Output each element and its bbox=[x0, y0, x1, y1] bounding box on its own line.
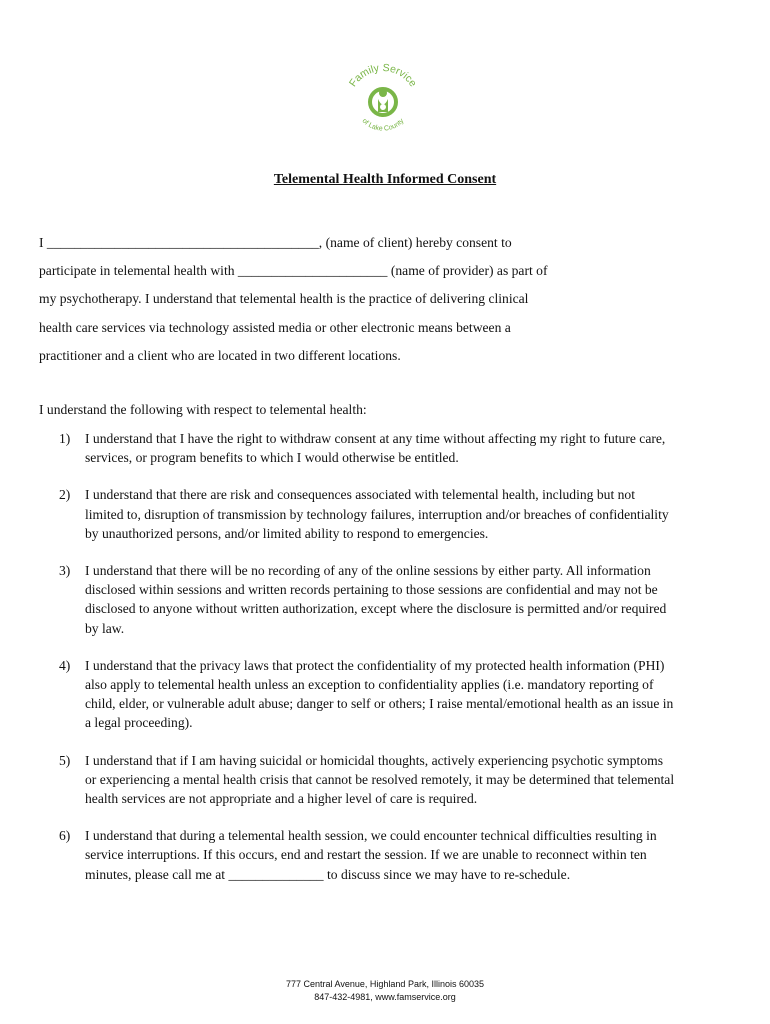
list-item-number: 3) bbox=[59, 563, 71, 579]
list-item-number: 4) bbox=[59, 657, 71, 673]
lead-sentence: I understand the following with respect to telemental health: bbox=[39, 402, 367, 417]
list-item-line: I understand that during a telemental health session, we could encounter technical difficulties resulting in bbox=[85, 828, 657, 844]
list-item-line: I understand that there are risk and consequences associated with telemental health, including but not bbox=[85, 487, 635, 503]
list-item-line: by unauthorized persons, and/or limited ability to respond to emergencies. bbox=[85, 525, 489, 541]
list-item-line: or experiencing a mental health crisis that cannot be resolved remotely, it may be determined that telemental bbox=[85, 771, 675, 787]
list-item bbox=[59, 485, 749, 543]
list-item-number: 2) bbox=[59, 487, 71, 503]
list-item bbox=[59, 561, 749, 638]
family-service-logo bbox=[338, 52, 428, 142]
logo-text-bottom: of Lake County bbox=[360, 117, 406, 133]
footer-contact: 847-432-4981, www.famservice.org bbox=[314, 991, 456, 1002]
list-item-line: child, elder, or vulnerable adult abuse; danger to self or others; I raise mental/emotional health as an issue in bbox=[85, 696, 674, 712]
consent-list bbox=[59, 429, 749, 884]
list-item-line: also apply to telemental health unless an exception to confidentiality applies (i.e. mandatory reporting of bbox=[85, 677, 654, 693]
list-item bbox=[59, 656, 749, 733]
logo-text-top: Family Service bbox=[346, 61, 420, 90]
list-item bbox=[59, 826, 749, 884]
document-title: Telemental Health Informed Consent bbox=[273, 172, 497, 187]
list-item bbox=[59, 429, 749, 467]
footer bbox=[0, 978, 770, 1003]
list-item-line: services, or program benefits to which I would otherwise be entitled. bbox=[85, 450, 459, 466]
list-item-line: I understand that the privacy laws that protect the confidentiality of my protected health information (PHI) bbox=[85, 657, 665, 673]
list-item-line: I understand that there will be no recording of any of the online sessions by either party. All information bbox=[85, 563, 651, 579]
list-item-line: service interruptions. If this occurs, end and restart the session. If we are unable to reconnect within ten bbox=[85, 847, 647, 863]
list-item-line: a legal proceeding). bbox=[85, 715, 193, 731]
intro-line: practitioner and a client who are located in two different locations. bbox=[39, 347, 401, 363]
intro-paragraph bbox=[39, 234, 739, 375]
list-item-line: I understand that if I am having suicidal or homicidal thoughts, actively experiencing psychotic symptoms bbox=[85, 752, 663, 768]
list-item-line: disclosed within sessions and written records pertaining to those sessions are confidential and may not be bbox=[85, 582, 658, 598]
list-item-line: minutes, please call me at ______________ to discuss since we may have to re-schedule. bbox=[85, 866, 571, 882]
list-item-line: I understand that I have the right to withdraw consent at any time without affecting my right to future care, bbox=[85, 431, 666, 446]
list-item-line: limited to, disruption of transmission by technology failures, interruption and/or breaches of confidentiality bbox=[85, 506, 669, 522]
intro-line: participate in telemental health with ______________________ (name of provider) as part of bbox=[39, 263, 548, 279]
list-item-line: disclosed to anyone without written authorization, except where the disclosure is permitted and/or required bbox=[85, 601, 667, 617]
intro-line: I ________________________________________, (name of client) hereby consent to bbox=[39, 235, 512, 250]
list-item bbox=[59, 751, 749, 809]
intro-line: my psychotherapy. I understand that telemental health is the practice of delivering clinical bbox=[39, 291, 529, 307]
list-item-line: health services are not appropriate and a higher level of care is required. bbox=[85, 791, 478, 807]
list-item-number: 6) bbox=[59, 828, 71, 844]
footer-address: 777 Central Avenue, Highland Park, Illinois 60035 bbox=[286, 979, 484, 989]
family-service-logo-icon bbox=[338, 52, 428, 142]
list-item-number: 5) bbox=[59, 752, 71, 768]
intro-line: health care services via technology assisted media or other electronic means between a bbox=[39, 319, 511, 335]
list-item-line: by law. bbox=[85, 620, 125, 636]
list-item-number: 1) bbox=[59, 431, 71, 446]
